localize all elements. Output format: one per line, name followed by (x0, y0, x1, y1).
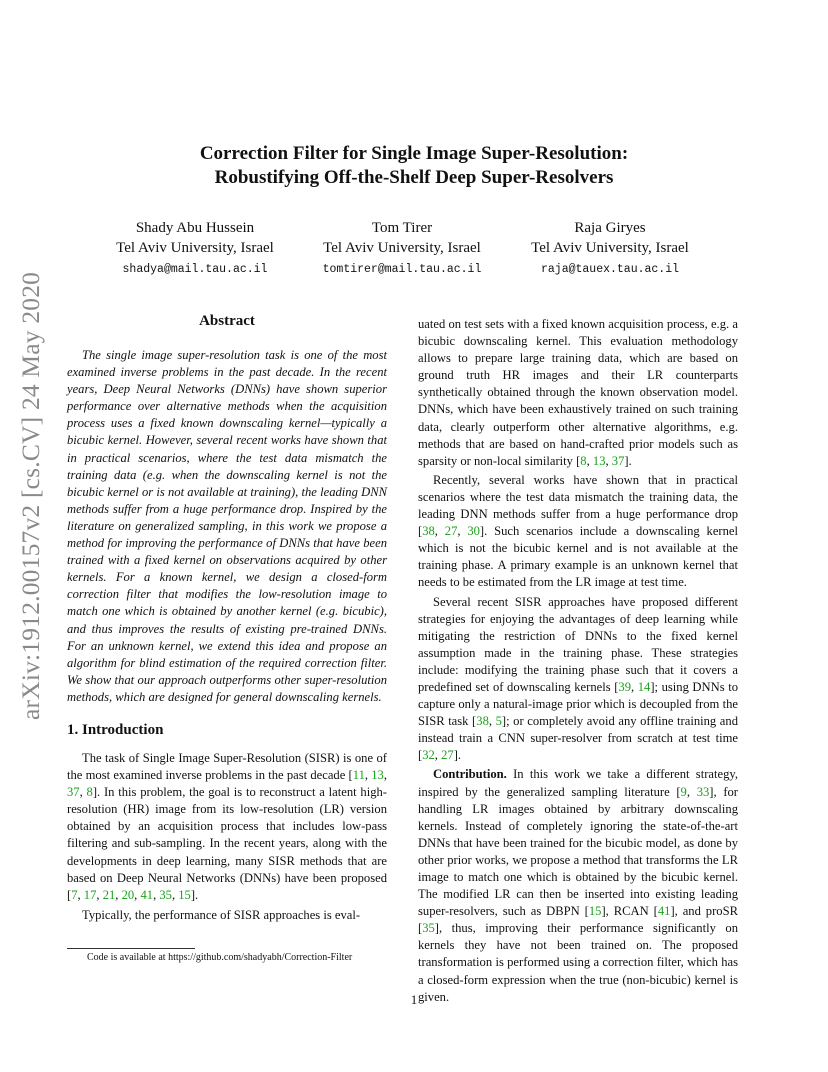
citation-link[interactable]: 37 (67, 785, 80, 800)
abstract-heading: Abstract (199, 313, 255, 329)
citation-link[interactable]: 39 (618, 679, 631, 694)
author-email[interactable]: raja@tauex.tau.ac.il (540, 263, 680, 276)
abstract-text: The single image super-resolution task is one of the most examined inverse problems in the past decade. In the recent years, Deep Neural Networks (DNNs) have shown superior performance over alternative methods when the acquisition process uses a fixed known downscaling kernel—typically a bicubic kernel. However, several recent works have shown that in practical scenarios, where the test data mismatch the training data (e.g. when the downscaling kernel is not the bicubic kernel or is not available at training), the leading DNN methods suffer from a huge performance drop. Inspired by the literature on generalized sampling, in this work we propose a method for improving the performance of DNNs that have been trained with a fixed kernel on observations acquired by other kernels. For a known kernel, we design a closed-form correction filter that modifies the low-resolution image to match one which is obtained by another kernel (e.g. bicubic), and thus improves the results of existing pre-trained DNNs. For an unknown kernel, we extend this idea and propose an algorithm for blind estimation of the required correction filter. We show that our approach outperforms other super-resolution methods, which are designed for general downscaling kernels. (67, 348, 387, 704)
author-affiliation: Tel Aviv University, Israel (531, 240, 689, 256)
author-affiliation: Tel Aviv University, Israel (323, 240, 481, 256)
author-email[interactable]: tomtirer@mail.tau.ac.il (322, 263, 482, 276)
citation-link[interactable]: 32 (422, 748, 435, 763)
citation-link[interactable]: 38 (476, 714, 489, 729)
citation-link[interactable]: 17 (83, 887, 97, 902)
author-1 (85, 218, 305, 280)
right-paragraph-2: Recently, several works have shown that in practical scenarios where the test data mismatch the training data, the leading DNN methods suffer from a huge performance drop [38, 27, 30]. Such scenarios include a downscaling kernel which is not the bicubic kernel and is not available at the training phase. A primary example is an unknown kernel that needs to be estimated from the LR image at test time. (418, 472, 739, 590)
right-paragraph-3: Several recent SISR approaches have proposed different strategies for enjoying the advantages of deep learning while mitigating the restriction of DNNs to the fixed kernel assumption made in the training phase. These strategies include: modifying the training phase such that it covers a predefined set of downscaling kernels [39, 14]; using DNNs to capture only a natural-image prior which is decoupled from the SISR task [38, 5]; or completely avoid any offline training and instead train a CNN super-resolver from scratch at test time [32, 27]. (418, 594, 738, 763)
citation-link[interactable]: 9 (680, 784, 687, 799)
citation-link[interactable]: 15 (588, 904, 602, 919)
citation-link[interactable]: 30 (467, 524, 480, 539)
citation-link[interactable]: 5 (495, 714, 502, 729)
author-affiliation: Tel Aviv University, Israel (116, 240, 274, 256)
citation-link[interactable]: 13 (371, 768, 384, 783)
intro-paragraph-1: The task of Single Image Super-Resolution (SISR) is one of the most examined inverse problems in the past decade [11, 13, 37, 8]. In this problem, the goal is to reconstruct a latent high-resolution (HR) image from its low-resolution (LR) version obtained by an acquisition process that includes low-pass filtering and sub-sampling. In the recent years, along with the developments in deep learning, many SISR methods that are based on Deep Neural Networks (DNNs) have been proposed [7, 17, 21, 20, 41, 35, 15]. (67, 751, 387, 902)
citation-link[interactable]: 37 (611, 453, 625, 468)
footnote-rule (67, 948, 195, 949)
author-name: Shady Abu Hussein (135, 220, 255, 236)
author-name: Tom Tirer (371, 220, 433, 236)
page-number: 1 (410, 992, 418, 1007)
citation-link[interactable]: 15 (178, 887, 191, 902)
introduction-body (67, 750, 387, 924)
author-3 (500, 218, 720, 280)
title-line-1: Correction Filter for Single Image Super-Resolution: (199, 143, 629, 164)
right-column-body (418, 316, 738, 1006)
citation-link[interactable]: 13 (592, 453, 606, 468)
citation-link[interactable]: 35 (159, 887, 172, 902)
citation-link[interactable]: 11 (352, 768, 365, 783)
paper-title (0, 142, 828, 190)
citation-link[interactable]: 8 (86, 785, 93, 800)
right-paragraph-1: uated on test sets with a fixed known acquisition process, e.g. a bicubic downscaling kernel. This evaluation methodology allows to prepare large training data, which are based on ground truth HR images and their LR counterparts synthetically obtained through the known observation model. DNNs, which have been exhaustively trained on such training data, clearly outperform other alternative algorithms, e.g. methods that are based on hand-crafted prior models such as sparsity or non-local similarity [8, 13, 37]. (418, 317, 738, 468)
contribution-label: Contribution. (433, 767, 507, 782)
intro-paragraph-2: Typically, the performance of SISR approaches is eval- (82, 907, 361, 922)
author-2 (292, 218, 512, 280)
abstract-body (67, 347, 387, 706)
title-line-2: Robustifying Off-the-Shelf Deep Super-Resolvers (214, 167, 614, 188)
introduction-heading: 1. Introduction (67, 722, 164, 738)
citation-link[interactable]: 27 (441, 748, 454, 763)
citation-link[interactable]: 41 (657, 904, 671, 919)
citation-link[interactable]: 35 (422, 921, 435, 936)
author-name: Raja Giryes (574, 220, 646, 236)
citation-link[interactable]: 27 (444, 524, 458, 539)
citation-link[interactable]: 38 (422, 524, 435, 539)
citation-link[interactable]: 7 (71, 887, 78, 902)
arxiv-identifier-stamp: arXiv:1912.00157v2 [cs.CV] 24 May 2020 (16, 271, 45, 720)
right-paragraph-4: Contribution. In this work we take a different strategy, inspired by the generalized sampling literature [9, 33], for handling LR images obtained by arbitrary downscaling kernels. Instead of completely ignoring the state-of-the-art DNNs that have been trained for the bicubic model, as done by other prior works, we propose a method that transforms the LR image to match one which is obtained by the bicubic kernel. The modified LR can then be inserted into existing leading super-resolvers, such as DBPN [15], RCAN [41], and proSR [35], thus, improving their performance significantly on kernels they have not been trained on. The proposed transformation is performed using a correction filter, which has a closed-form expression when the true (non-bicubic) kernel is given. (418, 767, 738, 1004)
author-email[interactable]: shadya@mail.tau.ac.il (122, 263, 268, 276)
citation-link[interactable]: 8 (580, 453, 587, 468)
citation-link[interactable]: 33 (696, 784, 710, 799)
citation-link[interactable]: 41 (140, 887, 154, 902)
citation-link[interactable]: 20 (121, 887, 135, 902)
citation-link[interactable]: 14 (637, 679, 651, 694)
footnote: Code is available at https://github.com/shadyabh/Correction-Filter (87, 952, 353, 963)
citation-link[interactable]: 21 (102, 887, 116, 902)
